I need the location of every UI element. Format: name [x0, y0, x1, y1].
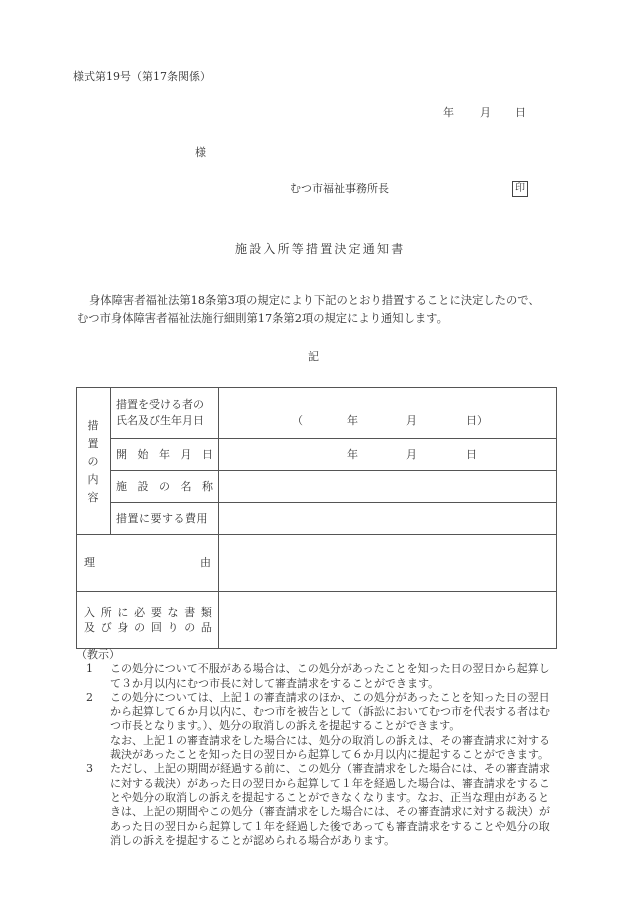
seal-mark: 印 [512, 181, 528, 197]
row-label-start-date [116, 447, 213, 462]
table-border-top [76, 387, 557, 388]
label-char: り [167, 621, 179, 634]
document-title: 施設入所等措置決定通知書 [235, 242, 406, 256]
label-char: 身 [117, 621, 129, 634]
birthdate-day-label: 日） [466, 414, 488, 427]
label-char: 年 [159, 448, 170, 461]
label-char: 書 [184, 606, 196, 619]
date-day-label: 日 [515, 106, 526, 119]
table-border-right [556, 387, 557, 649]
label-char: 名 [180, 480, 192, 493]
row-label-required-items [84, 605, 212, 635]
group-label-char: 内 [87, 473, 99, 486]
group-label-char: 容 [87, 491, 99, 504]
instruction-number: 2 [86, 690, 93, 704]
label-char: 設 [137, 480, 149, 493]
measure-content-group-label [86, 417, 100, 507]
label-char: 品 [200, 621, 212, 634]
label-line: 措置を受ける者の [116, 398, 204, 411]
body-line-2: むつ市身体障害者福祉法施行細則第17条第2項の規定により通知します。 [77, 312, 448, 325]
table-row-divider [110, 502, 557, 503]
instruction-number: 1 [86, 662, 93, 676]
instruction-text-continued: なお、上記１の審査請求をした場合には、処分の取消しの訴えは、その審査請求に対する裁決があったことを知った日の翌日から起算して６か月以内に提起することができます。 [110, 733, 550, 762]
table-col-divider [110, 387, 111, 534]
label-char: の [184, 621, 196, 634]
table-row-divider [76, 534, 557, 535]
label-char: 必 [134, 606, 146, 619]
label-char: 回 [150, 621, 162, 634]
instruction-text: この処分について不服がある場合は、この処分があったことを知った日の翌日から起算して３か月以内にむつ市長に対して審査請求をすることができます。 [110, 662, 550, 690]
label-char: 入 [84, 606, 95, 619]
label-char: の [159, 480, 170, 493]
label-line: 氏名及び生年月日 [116, 414, 204, 427]
label-char: 所 [100, 606, 112, 619]
group-label-char: の [87, 455, 99, 468]
table-col-divider [218, 387, 219, 649]
birthdate-year-label: 年 [347, 414, 358, 427]
instruction-text: ただし、上記の期間が経過する前に、この処分（審査請求をした場合には、その審査請求に対する裁決）があった日の翌日から起算して１年を経過した場合は、審査請求をすることや処分の取消しの訴えを提起することができなくなります。なお、正当な理由があるときは、上記の期間やこの処分（審査請求をした場合には、その審査請求に対する裁決）があった日の翌日から起算して１年を経過した後であっても審査請求をすることや処分の取消しの訴えを提起することが認められる場合があります。 [110, 762, 550, 847]
table-border-left [76, 387, 77, 649]
form-number: 様式第19号（第17条関係） [73, 70, 211, 83]
row-label-facility-name [116, 479, 213, 494]
date-month-label: 月 [480, 106, 491, 119]
instruction-item [80, 762, 560, 848]
table-row-divider [76, 591, 557, 592]
reason-label-right: 由 [200, 556, 211, 569]
addressee-suffix: 様 [195, 146, 206, 159]
label-char: 月 [180, 448, 192, 461]
instruction-item [80, 662, 560, 691]
instruction-number: 3 [86, 762, 93, 776]
row-label-measure-cost: 措置に要する費用 [116, 512, 208, 525]
start-day-label: 日 [466, 448, 477, 461]
ki-heading: 記 [308, 350, 319, 363]
label-line [84, 605, 212, 620]
label-char: 称 [202, 480, 213, 493]
instructions-section [76, 648, 560, 848]
body-line-1: 身体障害者福祉法第18条第3項の規定により下記のとおり措置することに決定したので、 [89, 294, 540, 307]
label-char: 類 [200, 606, 212, 619]
instruction-text: この処分については、上記１の審査請求のほか、この処分があったことを知った日の翌日から起算して６か月以内に、むつ市を被告として（訴訟においてむつ市を代表する者はむつ市長となります。）、処分の取消しの訴えを提起することができます。 [110, 690, 550, 733]
issuer-name: むつ市福祉事務所長 [290, 182, 389, 195]
label-char: 及 [84, 621, 95, 634]
instruction-item [80, 691, 560, 762]
instructions-heading: （教示） [76, 648, 120, 661]
birthdate-month-label: 月 [406, 414, 417, 427]
label-char: 日 [202, 448, 213, 461]
label-char: な [167, 606, 179, 619]
label-char: に [117, 606, 129, 619]
table-row-divider [110, 470, 557, 471]
label-char: 施 [116, 480, 127, 493]
label-char: の [134, 621, 146, 634]
table-row-divider [110, 438, 557, 439]
label-char: 要 [150, 606, 162, 619]
label-char: び [100, 621, 112, 634]
label-char: 始 [137, 448, 149, 461]
body-text [77, 292, 567, 328]
start-month-label: 月 [406, 448, 417, 461]
birthdate-open-paren: （ [292, 414, 303, 427]
label-line [84, 620, 212, 635]
row-label-recipient [116, 397, 204, 429]
group-label-char: 置 [87, 437, 99, 450]
date-year-label: 年 [443, 106, 454, 119]
label-char: 開 [116, 448, 127, 461]
reason-label-left: 理 [84, 556, 95, 569]
start-year-label: 年 [347, 448, 358, 461]
group-label-char: 措 [87, 419, 99, 432]
